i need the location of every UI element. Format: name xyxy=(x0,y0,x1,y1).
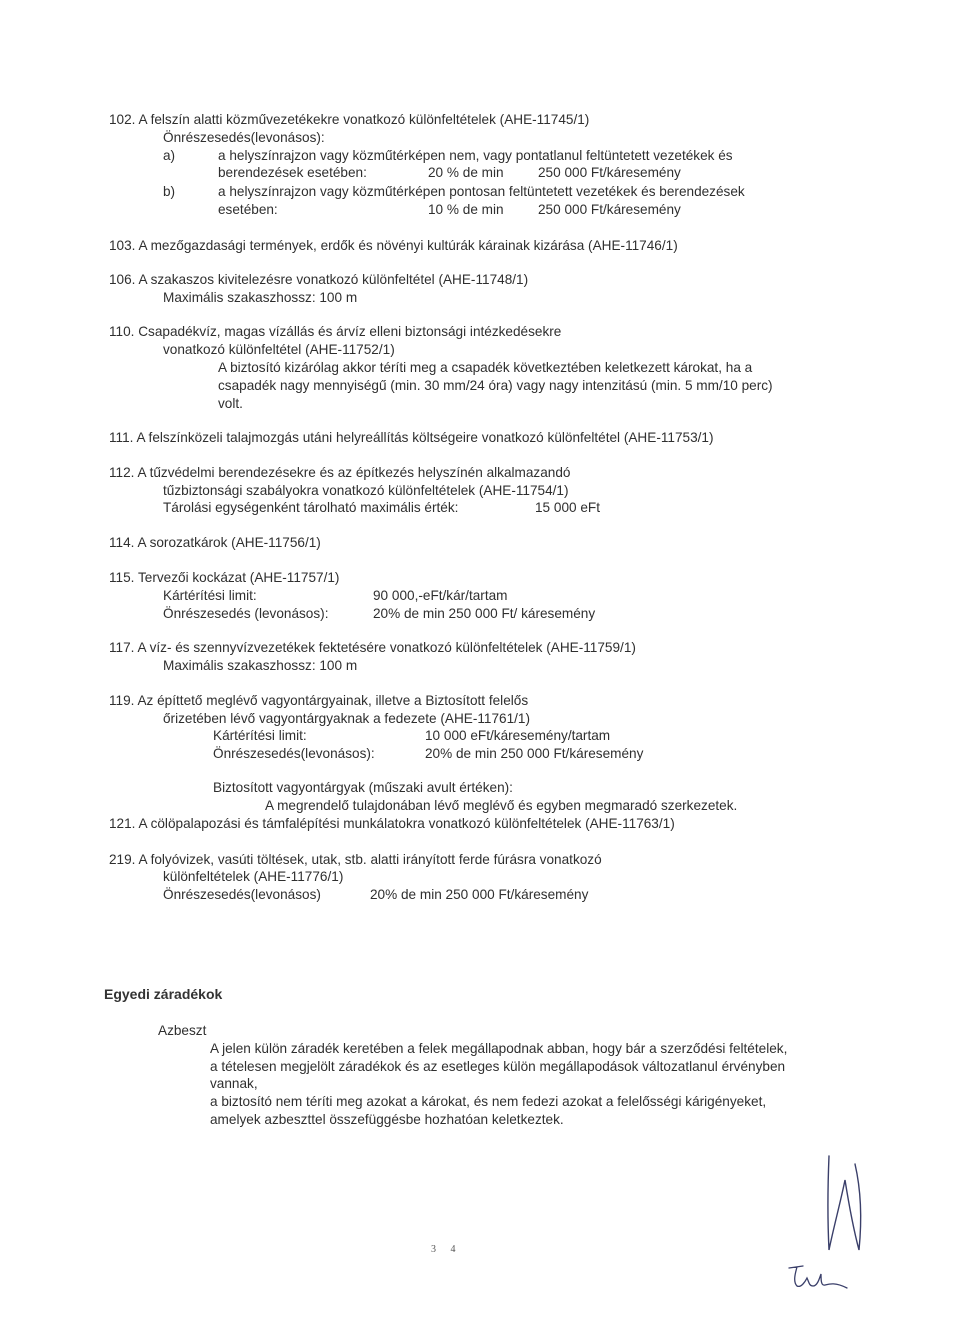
clause-115-deductible-label: Önrészesedés (levonásos): xyxy=(163,606,329,621)
clause-110-text: A biztosító kizárólag akkor téríti meg a csapadék következtében keletkezett károkat, ha a xyxy=(218,360,753,375)
clause-114-title: 114. A sorozatkárok (AHE-11756/1) xyxy=(109,535,321,550)
clause-102-title: 102. A felszín alatti közművezetékekre vonatkozó különfeltételek (AHE-11745/1) xyxy=(109,112,590,127)
clause-112-title-cont: tűzbiztonsági szabályokra vonatkozó különfeltételek (AHE-11754/1) xyxy=(163,483,569,498)
asbestos-paragraph-line: a biztosító nem téríti meg azokat a károkat, és nem fedezi azokat a felelősségi kárigényeket, xyxy=(210,1094,767,1109)
clause-112-storage-value: 15 000 eFt xyxy=(535,500,600,515)
clause-117-max-length: Maximális szakaszhossz: 100 m xyxy=(163,658,358,673)
clause-115-deductible-value: 20% de min 250 000 Ft/ káresemény xyxy=(373,606,596,621)
asbestos-paragraph-line: a tételesen megjelölt záradékok és az esetleges külön megállapodások változatlanul érvényben xyxy=(210,1059,786,1074)
clause-102-a-marker: a) xyxy=(163,148,176,163)
clause-119-deductible-value: 20% de min 250 000 Ft/káresemény xyxy=(425,746,644,761)
asbestos-subheading: Azbeszt xyxy=(158,1023,207,1038)
clause-219-deductible-value: 20% de min 250 000 Ft/káresemény xyxy=(370,887,589,902)
asbestos-paragraph-line: vannak, xyxy=(210,1076,258,1091)
special-clauses-heading: Egyedi záradékok xyxy=(104,986,223,1002)
handwritten-signature xyxy=(785,1260,855,1294)
asbestos-paragraph-line: amelyek azbeszttel összefüggésbe hozhatóan keletkeztek. xyxy=(210,1112,564,1127)
clause-102-b-text: a helyszínrajzon vagy közműtérképen pontosan feltüntetett vezetékek és berendezések xyxy=(218,184,745,199)
clause-102-b-amount: 250 000 Ft/káresemény xyxy=(538,202,681,217)
clause-219-title: 219. A folyóvizek, vasúti töltések, utak, stb. alatti irányított ferde fúrásra vonatkozó xyxy=(109,852,602,867)
clause-102-b-text-cont: esetében: xyxy=(218,202,278,217)
clause-102-a-percent: 20 % de min xyxy=(428,165,504,180)
clause-112-title: 112. A tűzvédelmi berendezésekre és az építkezés helyszínén alkalmazandó xyxy=(109,465,571,480)
clause-111-title: 111. A felszínközeli talajmozgás utáni helyreállítás költségeire vonatkozó különfeltétel (AHE-11753/1) xyxy=(109,430,714,445)
clause-112-storage-label: Tárolási egységenként tárolható maximális érték: xyxy=(163,500,459,515)
clause-119-insured-value: A megrendelő tulajdonában lévő meglévő és egyben megmaradó szerkezetek. xyxy=(265,798,738,813)
clause-219-title-cont: különfeltételek (AHE-11776/1) xyxy=(163,869,344,884)
clause-110-title: 110. Csapadékvíz, magas vízállás és árvíz elleni biztonsági intézkedésekre xyxy=(109,324,562,339)
clause-110-title-cont: vonatkozó különfeltétel (AHE-11752/1) xyxy=(163,342,395,357)
clause-119-deductible-label: Önrészesedés(levonásos): xyxy=(213,746,375,761)
clause-102-a-text: a helyszínrajzon vagy közműtérképen nem, vagy pontatlanul feltüntetett vezetékek és xyxy=(218,148,733,163)
clause-115-limit-value: 90 000,-eFt/kár/tartam xyxy=(373,588,508,603)
clause-119-title: 119. Az építtető meglévő vagyontárgyainak, illetve a Biztosított felelős xyxy=(109,693,529,708)
clause-115-title: 115. Tervezői kockázat (AHE-11757/1) xyxy=(109,570,340,585)
clause-117-title: 117. A víz- és szennyvízvezetékek fektetésére vonatkozó különfeltételek (AHE-11759/1) xyxy=(109,640,636,655)
page-number: 3 4 xyxy=(431,1244,462,1255)
clause-119-insured-label: Biztosított vagyontárgyak (műszaki avult értéken): xyxy=(213,780,513,795)
clause-110-text-cont: csapadék nagy mennyiségű (min. 30 mm/24 óra) vagy nagy intenzitású (min. 5 mm/10 perc) xyxy=(218,378,773,393)
handwritten-initial-signature xyxy=(815,1150,875,1260)
clause-219-deductible-label: Önrészesedés(levonásos) xyxy=(163,887,321,902)
clause-110-text-end: volt. xyxy=(218,396,243,411)
clause-115-limit-label: Kártérítési limit: xyxy=(163,588,257,603)
clause-106-max-length: Maximális szakaszhossz: 100 m xyxy=(163,290,358,305)
clause-102-a-amount: 250 000 Ft/káresemény xyxy=(538,165,681,180)
clause-102-b-percent: 10 % de min xyxy=(428,202,504,217)
clause-119-limit-value: 10 000 eFt/káresemény/tartam xyxy=(425,728,611,743)
clause-106-title: 106. A szakaszos kivitelezésre vonatkozó különfeltétel (AHE-11748/1) xyxy=(109,272,529,287)
clause-119-limit-label: Kártérítési limit: xyxy=(213,728,307,743)
clause-102-deductible-label: Önrészesedés(levonásos): xyxy=(163,130,325,145)
clause-102-b-marker: b) xyxy=(163,184,176,199)
clause-119-title-cont: őrizetében lévő vagyontárgyaknak a fedezete (AHE-11761/1) xyxy=(163,711,531,726)
asbestos-paragraph-line: A jelen külön záradék keretében a felek megállapodnak abban, hogy bár a szerződési feltételek, xyxy=(210,1041,788,1056)
clause-102-a-text-cont: berendezések esetében: xyxy=(218,165,367,180)
clause-121-title: 121. A cölöpalapozási és támfalépítési munkálatokra vonatkozó különfeltételek (AHE-11763/1) xyxy=(109,816,675,831)
clause-103-title: 103. A mezőgazdasági termények, erdők és növényi kultúrák kárainak kizárása (AHE-11746/1) xyxy=(109,238,678,253)
